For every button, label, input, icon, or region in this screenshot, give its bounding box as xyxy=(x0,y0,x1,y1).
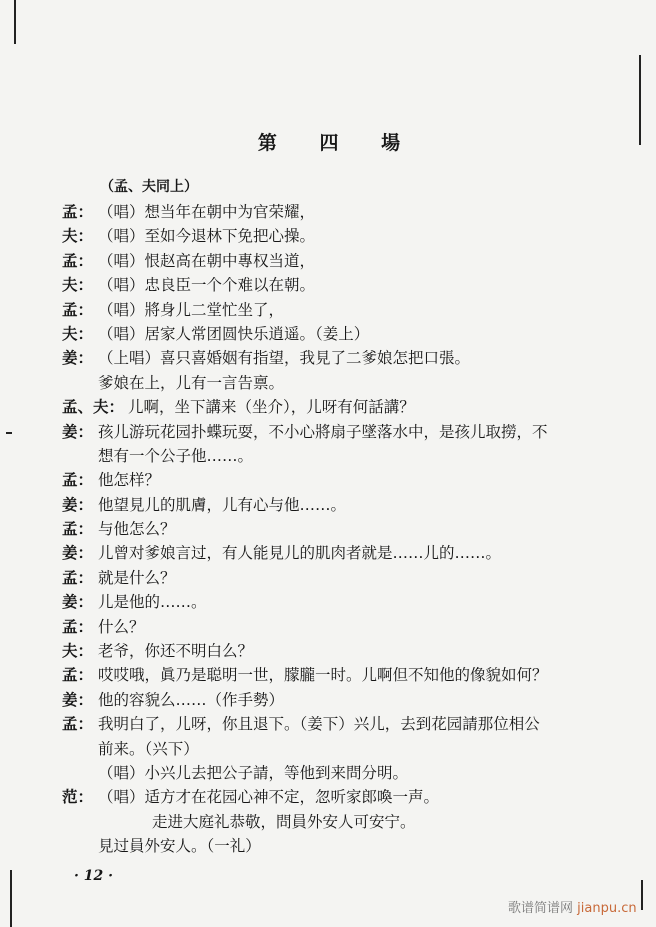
dialogue-text: 前来。（兴下） xyxy=(98,739,199,758)
dialogue-line xyxy=(62,371,622,395)
watermark-url: jianpu.cn xyxy=(577,901,637,916)
dialogue-text: （上唱）喜只喜婚姻有指望，我見了二爹娘怎把口張。 xyxy=(98,349,471,368)
speaker-label: 孟： xyxy=(62,300,94,319)
watermark xyxy=(508,897,637,916)
dialogue-text: 什么？ xyxy=(98,617,145,636)
scan-edge-line xyxy=(6,432,12,434)
dialogue-line xyxy=(62,517,622,541)
speaker-label: 孟： xyxy=(62,520,94,539)
watermark-site-name: 歌谱简谱网 xyxy=(508,901,574,916)
dialogue-line xyxy=(62,712,622,736)
scene-title: 第 四 場 xyxy=(257,132,419,154)
dialogue-text: 儿啊，坐下講来（坐介），儿呀有何話講？ xyxy=(128,398,415,417)
dialogue-line xyxy=(62,737,622,761)
dialogue-line xyxy=(62,761,622,785)
dialogue-text: 就是什么？ xyxy=(98,568,176,587)
dialogue-line xyxy=(62,615,622,639)
speaker-label: 夫： xyxy=(62,227,94,246)
dialogue-text: 見过員外安人。（一礼） xyxy=(98,837,261,856)
speaker-label: 孟： xyxy=(62,666,94,685)
dialogue-text: （唱）适方才在花园心神不定，忽听家郎喚一声。 xyxy=(98,788,440,807)
dialogue-line xyxy=(62,688,622,712)
speaker-label: 姜： xyxy=(62,690,94,709)
dialogue-line xyxy=(62,834,622,858)
speaker-label: 夫： xyxy=(62,276,94,295)
dialogue-line xyxy=(62,200,622,224)
dialogue-line xyxy=(62,493,622,517)
scan-edge-line xyxy=(641,880,643,910)
dialogue-line xyxy=(62,566,622,590)
dialogue-text: （唱）忠良臣一个个难以在朝。 xyxy=(98,276,316,295)
dialogue-text: （唱）恨赵高在朝中專权当道， xyxy=(98,251,316,270)
dialogue-text: 他的容貌么……（作手勢） xyxy=(98,690,285,709)
speaker-label: 姜： xyxy=(62,422,94,441)
dialogue-text: 哎哎哦，眞乃是聪明一世，朦朧一时。儿啊但不知他的像貌如何？ xyxy=(98,666,548,685)
dialogue-line xyxy=(62,322,622,346)
dialogue-text: 他怎样？ xyxy=(98,471,161,490)
speaker-label: 孟： xyxy=(62,251,94,270)
script-body xyxy=(62,200,622,859)
dialogue-text: 孩儿游玩花园扑蝶玩耍，不小心將扇子墜落水中，是孩儿取撈，不 xyxy=(98,422,548,441)
speaker-label: 范： xyxy=(62,788,94,807)
dialogue-line xyxy=(62,468,622,492)
dialogue-line xyxy=(62,298,622,322)
stage-direction: （孟、夫同上） xyxy=(100,179,198,195)
dialogue-text: （唱）至如今退林下免把心操。 xyxy=(98,227,316,246)
dialogue-line xyxy=(62,541,622,565)
speaker-label: 姜： xyxy=(62,349,94,368)
dialogue-text: 我明白了，儿呀，你且退下。（姜下）兴儿，去到花园請那位相公 xyxy=(98,715,540,734)
dialogue-line xyxy=(62,346,622,370)
scan-edge-line xyxy=(10,870,12,927)
dialogue-line xyxy=(62,249,622,273)
dialogue-line xyxy=(62,420,622,444)
dialogue-text: （唱）居家人常团圆快乐逍遥。（姜上） xyxy=(98,324,370,343)
speaker-label: 姜： xyxy=(62,593,94,612)
speaker-label: 孟： xyxy=(62,617,94,636)
speaker-label: 孟： xyxy=(62,568,94,587)
speaker-label: 夫： xyxy=(62,642,94,661)
dialogue-text: 与他怎么？ xyxy=(98,520,176,539)
speaker-label: 孟： xyxy=(62,715,94,734)
dialogue-text: （唱）小兴儿去把公子請，等他到来問分明。 xyxy=(98,763,409,782)
scan-edge-line xyxy=(14,0,16,44)
dialogue-text: 儿是他的……。 xyxy=(98,593,207,612)
dialogue-text: （唱）將身儿二堂忙坐了， xyxy=(98,300,285,319)
speaker-label: 夫： xyxy=(62,324,94,343)
dialogue-line xyxy=(62,590,622,614)
dialogue-line xyxy=(62,810,622,834)
dialogue-text: 老爷，你还不明白么？ xyxy=(98,642,254,661)
speaker-label: 孟： xyxy=(62,203,94,221)
speaker-label: 孟： xyxy=(62,471,94,490)
dialogue-line xyxy=(62,663,622,687)
dialogue-line xyxy=(62,785,622,809)
dialogue-text: 他望見儿的肌膚，儿有心与他……。 xyxy=(98,495,347,514)
dialogue-line xyxy=(62,639,622,663)
dialogue-line xyxy=(62,224,622,248)
dialogue-text: 儿曾对爹娘言过，有人能見儿的肌肉者就是……儿的……。 xyxy=(98,544,502,563)
speaker-label: 孟、夫： xyxy=(62,398,125,417)
dialogue-text: 爹娘在上，儿有一言告禀。 xyxy=(98,373,285,392)
dialogue-text: 想有一个公子他……。 xyxy=(98,446,254,465)
page-number: · 12 · xyxy=(74,868,113,884)
dialogue-line xyxy=(62,273,622,297)
dialogue-text: 走进大庭礼恭敬，問員外安人可安宁。 xyxy=(152,812,416,831)
dialogue-line xyxy=(62,444,622,468)
dialogue-text: （唱）想当年在朝中为官荣耀， xyxy=(98,203,316,221)
speaker-label: 姜： xyxy=(62,544,94,563)
dialogue-line xyxy=(62,395,622,419)
speaker-label: 姜： xyxy=(62,495,94,514)
